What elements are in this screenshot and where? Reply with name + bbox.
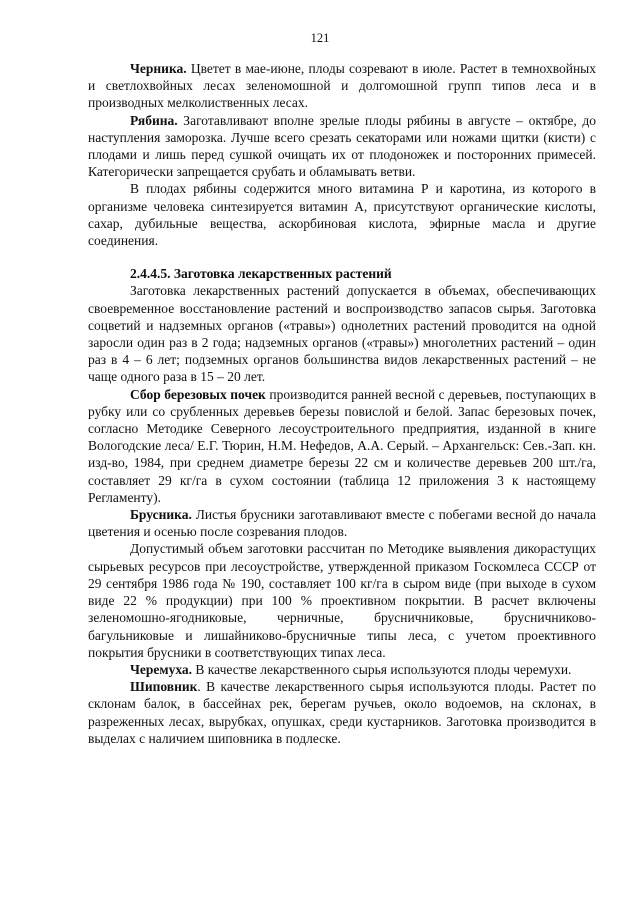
term-brusnika: Брусника. <box>130 507 192 523</box>
paragraph-brusnika-volume: Допустимый объем заготовки рассчитан по Методике выявления дикорастущих сырьевых ресурсов при лесоустройстве, утвержденной приказом Госкомлеса СССР от 29 сентября 1986 года № 190, составляет 100 кг/га в сыром виде (при выходе в сухом виде 22 % продукции) при 100 % проективном покрытии. В расчет включены зеленомошно-ягодниковые, черничные, брусничниковые, брусничниково-багульниковые и лишайниково-брусничные типы леса, с учетом проективного покрытия брусники в соответствующих типах леса. <box>88 541 596 660</box>
term-shipovnik: Шиповник <box>130 679 198 695</box>
term-cheremukha: Черемуха. <box>130 661 193 677</box>
paragraph-cheremukha <box>88 661 596 678</box>
paragraph-berezovye-pochki <box>88 386 596 506</box>
term-chernika: Черника. <box>130 61 187 76</box>
paragraph-brusnika <box>88 506 596 540</box>
text-ryabina: Заготавливают вполне зрелые плоды рябины в августе – октябре, до наступления заморозка. Лучше всего срезать секаторами или ножами щитки (кисти) с плодами и лишь перед сушкой очищать их от плодоножек и посторонних примесей. Категорически запрещается срубать и обламывать ветви. <box>88 112 596 180</box>
paragraph-zagotovka: Заготовка лекарственных растений допускается в объемах, обеспечивающих своевременное восстановление растений и воспроизводство запасов сырья. Заготовка соцветий и надземных органов («травы») однолетних растений проводится на одной заросли один раз в 2 года; надземных органов («травы») многолетних растений – один раз в 4 – 6 лет; подземных органов большинства видов лекарственных растений – не чаще одного раза в 15 – 20 лет. <box>88 283 596 385</box>
paragraph-shipovnik <box>88 678 596 747</box>
term-berezovye-pochki: Сбор березовых почек <box>130 386 266 402</box>
text-shipovnik: . В качестве лекарственного сырья используются плоды. Растет по склонам балок, в бассейнах рек, берегам ручьев, около водоемов, на склонах, в разреженных лесах, вырубках, опушках, среди кустарников. Заготовка производится в выделах с наличием шиповника в подлеске. <box>88 679 596 746</box>
text-berezovye-pochki: производится ранней весной с деревьев, поступающих в рубку или со срубленных деревьев березы повислой и белой. Запас березовых почек, согласно Методике Северного лесоустроительного предприятия, изданной в книге Вологодские леса/ Е.Г. Тюрин, Н.М. Нефедов, А.А. Серый. – Архангельск: Сев.-Зап. кн. изд-во, 1984, при среднем диаметре березы 22 см и количестве деревьев 200 шт./га, составляет 29 кг/га в сухом состоянии (таблица 12 приложения 3 к настоящему Регламенту). <box>88 386 596 505</box>
section-heading: 2.4.4.5. Заготовка лекарственных растений <box>130 266 392 282</box>
text-chernika: Цветет в мае-июне, плоды созревают в июле. Растет в темнохвойных и светлохвойных лесах зеленомошной и долгомошной групп типов леса и в производных мелколиственных лесах. <box>88 61 596 111</box>
paragraph-ryabina <box>88 112 596 181</box>
paragraph-chernika <box>88 60 596 112</box>
term-ryabina: Рябина. <box>130 112 178 128</box>
text-brusnika: Листья брусники заготавливают вместе с побегами весной до начала цветения и осенью после созревания плодов. <box>88 507 596 540</box>
text-cheremukha: В качестве лекарственного сырья используются плоды черемухи. <box>192 661 572 677</box>
section-gap <box>88 249 596 265</box>
page-number: 121 <box>310 31 330 45</box>
page-content <box>88 60 596 747</box>
paragraph-ryabina-composition: В плодах рябины содержится много витамина Р и каротина, из которого в организме человека синтезируется витамин А, присутствуют органические кислоты, сахар, дубильные вещества, аскорбиновая кислота, эфирные масла и другие соединения. <box>88 181 596 249</box>
